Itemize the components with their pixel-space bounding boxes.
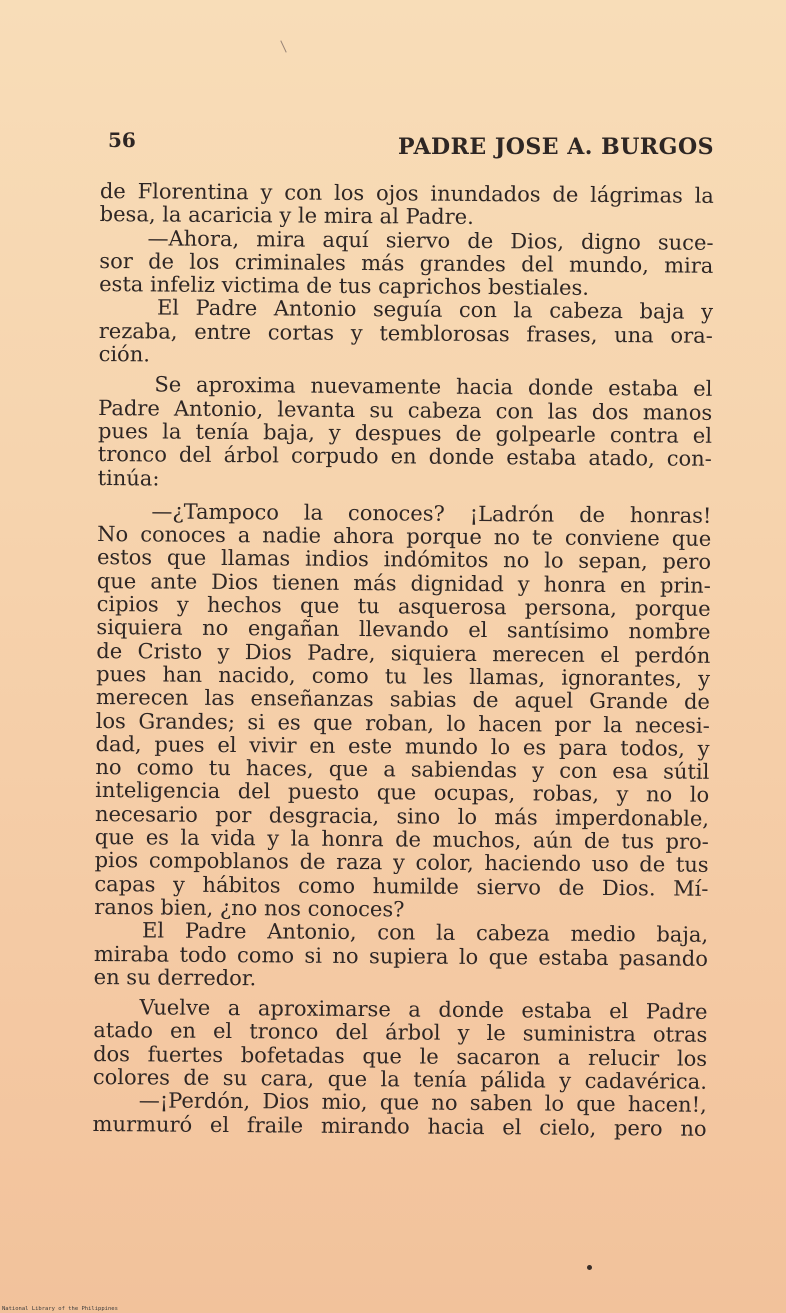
page-number: 56 (108, 128, 136, 152)
text-line: sor de los criminales más grandes del mundo, mira (99, 248, 714, 278)
text-line: pios compoblanos de raza y color, haciendo uso de tus (94, 848, 709, 878)
text-line: cipios y hechos que tu asquerosa persona, porque (96, 592, 711, 621)
text-line: ción. (98, 342, 151, 367)
page-header (108, 120, 714, 160)
text-line: pues han nacido, como tu les llamas, ignorantes, y (96, 661, 711, 691)
text-line: necesario por desgracia, sino lo más imperdonable, (94, 801, 710, 831)
text-line: El Padre Antonio seguía con la cabeza baja y (156, 295, 714, 325)
text-line: que es la vida y la honra de muchos, aún de tus pro- (94, 824, 709, 854)
text-line: en su derredor. (93, 964, 257, 991)
margin-mark (280, 40, 286, 52)
text-line: tronco del árbol corpudo en donde estaba atado, con- (97, 442, 712, 472)
text-line: que ante Dios tienen más dignidad y honra en prin- (96, 568, 711, 598)
text-line: miraba todo como si no supiera lo que estaba pasando (93, 941, 709, 971)
text-line: estos que llamas indios indómitos no lo sepan, pero (96, 545, 712, 575)
text-line: esta infeliz victima de tus caprichos bestiales. (99, 272, 590, 301)
text-line: rezaba, entre cortas y temblorosas frases, una ora- (98, 318, 713, 348)
text-line: Se aproxima nuevamente hacia donde estaba el (154, 372, 713, 402)
text-line: tinúa: (97, 465, 160, 491)
text-line: Vuelve a aproximarse a donde estaba el Padre (139, 995, 708, 1024)
text-line: dos fuertes bofetadas que le sacaron a relucir los (93, 1041, 708, 1071)
text-line: inteligencia del puesto que ocupas, robas, y no lo (95, 778, 710, 808)
text-line: —¡Perdón, Dios mio, que no saben lo que hacen!, (138, 1088, 707, 1118)
running-head: PADRE JOSE A. BURGOS (398, 134, 714, 160)
text-line: No conoces a nadie ahora porque no te conviene que (97, 522, 712, 551)
text-line: de Florentina y con los ojos inundados de lágrimas la (99, 179, 714, 208)
text-line: merecen las enseñanzas sabias de aquel Grande de (95, 685, 711, 715)
text-line: atado en el tronco del árbol y le suministra otras (93, 1018, 708, 1048)
text-line: colores de su cara, que la tenía pálida y cadavérica. (92, 1064, 708, 1094)
text-line: El Padre Antonio, con la cabeza medio baja, (142, 918, 709, 948)
text-line: de Cristo y Dios Padre, siquiera merecen el perdón (96, 638, 711, 668)
footer-credit: National Library of the Philippines (2, 1306, 118, 1312)
text-line: —¿Tampoco la conoces? ¡Ladrón de honras! (151, 499, 712, 528)
text-line: besa, la acaricia y le mira al Padre. (99, 202, 474, 230)
text-line: murmuró el fraile mirando hacia el cielo, pero no (92, 1111, 707, 1141)
text-line: no como tu haces, que a sabiendas y con esa sútil (95, 755, 710, 784)
text-line: siquiera no engañan llevando el santísimo nombre (96, 615, 711, 645)
text-line: dad, pues el vivir en este mundo lo es para todos, y (95, 731, 710, 761)
ink-speck (587, 1265, 592, 1270)
text-line: ranos bien, ¿no nos conoces? (94, 894, 405, 922)
text-line: —Ahora, mira aquí siervo de Dios, digno suce- (147, 225, 714, 255)
text-line: Padre Antonio, levanta su cabeza con las dos manos (98, 395, 713, 425)
text-line: pues la tenía baja, y despues de golpearle contra el (97, 418, 713, 448)
text-line: capas y hábitos como humilde siervo de Dios. Mí- (94, 871, 709, 901)
text-line: los Grandes; si es que roban, lo hacen por la necesi- (95, 708, 710, 738)
body-text (92, 180, 713, 1141)
